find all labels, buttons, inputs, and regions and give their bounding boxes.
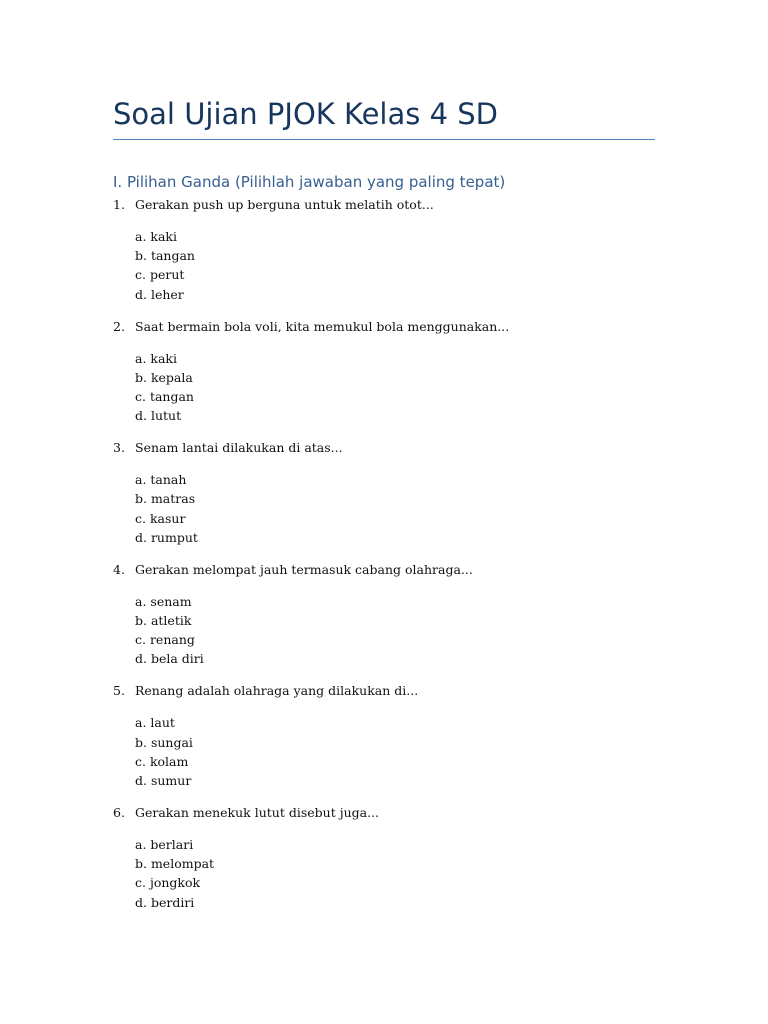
option-a: a. berlari: [135, 836, 194, 852]
option-d: d. leher: [135, 286, 184, 302]
option-c: c. kasur: [135, 510, 186, 526]
option-c: c. renang: [135, 632, 195, 648]
option-list: [135, 592, 204, 669]
option-b: b. kepala: [135, 369, 193, 385]
option-a: a. tanah: [135, 472, 187, 488]
option-b: b. matras: [135, 491, 196, 507]
option-b: b. tangan: [135, 248, 195, 264]
question-row: [113, 195, 434, 215]
question-text: Gerakan menekuk lutut disebut juga...: [135, 804, 380, 820]
option-b: b. melompat: [135, 856, 215, 872]
question-text: Senam lantai dilakukan di atas...: [135, 440, 343, 456]
option-a: a. kaki: [135, 350, 177, 366]
section-heading: I. Pilihan Ganda (Pilihlah jawaban yang paling tepat): [113, 173, 506, 191]
question-text: Gerakan melompat jauh termasuk cabang olahraga...: [135, 561, 473, 577]
option-list: [135, 227, 195, 304]
option-a: a. kaki: [135, 229, 177, 244]
option-list: [135, 470, 198, 547]
question-row: [113, 438, 343, 458]
document-title: Soal Ujian PJOK Kelas 4 SD: [113, 97, 498, 131]
question-row: [113, 560, 473, 580]
question-text: Saat bermain bola voli, kita memukul bola menggunakan...: [135, 318, 510, 334]
option-a: a. laut: [135, 715, 175, 731]
option-d: d. rumput: [135, 529, 198, 545]
option-b: b. atletik: [135, 612, 192, 628]
option-d: d. bela diri: [135, 651, 204, 667]
question-row: [113, 803, 379, 823]
question-number: 4.: [113, 561, 125, 577]
question-number: 2.: [113, 318, 125, 334]
question-text: Renang adalah olahraga yang dilakukan di...: [135, 683, 419, 699]
question-row: [113, 317, 509, 337]
option-c: c. jongkok: [135, 875, 201, 891]
option-c: c. tangan: [135, 388, 194, 404]
question-row: [113, 681, 418, 701]
title-divider: [113, 139, 655, 140]
question-text: Gerakan push up berguna untuk melatih otot...: [135, 197, 434, 212]
option-a: a. senam: [135, 593, 192, 609]
option-c: c. kolam: [135, 753, 189, 769]
option-d: d. berdiri: [135, 894, 195, 910]
question-number: 3.: [113, 440, 125, 456]
option-c: c. perut: [135, 267, 185, 283]
option-b: b. sungai: [135, 734, 193, 750]
option-d: d. sumur: [135, 772, 192, 788]
option-d: d. lutut: [135, 408, 182, 424]
option-list: [135, 349, 194, 426]
question-number: 5.: [113, 683, 125, 699]
option-list: [135, 835, 214, 912]
question-number: 1.: [113, 197, 125, 212]
question-number: 6.: [113, 804, 125, 820]
option-list: [135, 713, 193, 790]
